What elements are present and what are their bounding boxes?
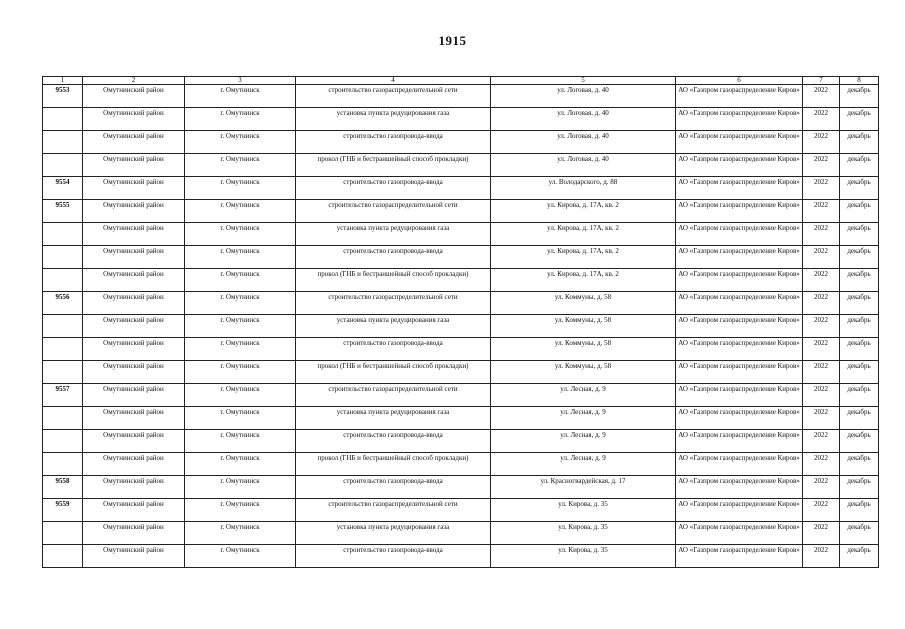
organization-cell: АО «Газпром газораспределение Киров» <box>676 269 803 292</box>
work-type-cell: строительство газопровода-ввода <box>296 177 491 200</box>
row-number-cell <box>43 361 83 384</box>
address-cell: ул. Коммуны, д. 58 <box>491 338 676 361</box>
work-type-cell: прокол (ГНБ и бестраншейный способ прокладки) <box>296 453 491 476</box>
work-type-cell: строительство газопровода-ввода <box>296 476 491 499</box>
district-cell: Омутнинский район <box>83 131 185 154</box>
year-cell: 2022 <box>803 108 840 131</box>
address-cell: ул. Лесная, д. 9 <box>491 430 676 453</box>
month-cell: декабрь <box>840 407 879 430</box>
organization-cell: АО «Газпром газораспределение Киров» <box>676 177 803 200</box>
table-row <box>43 131 879 154</box>
month-cell: декабрь <box>840 154 879 177</box>
district-cell: Омутнинский район <box>83 476 185 499</box>
city-cell: г. Омутнинск <box>185 430 296 453</box>
city-cell: г. Омутнинск <box>185 131 296 154</box>
organization-cell: АО «Газпром газораспределение Киров» <box>676 361 803 384</box>
work-type-cell: строительство газораспределительной сети <box>296 85 491 108</box>
address-cell: ул. Кирова, д. 35 <box>491 522 676 545</box>
city-cell: г. Омутнинск <box>185 177 296 200</box>
district-cell: Омутнинский район <box>83 545 185 568</box>
table-row <box>43 545 879 568</box>
month-cell: декабрь <box>840 384 879 407</box>
organization-cell: АО «Газпром газораспределение Киров» <box>676 476 803 499</box>
month-cell: декабрь <box>840 522 879 545</box>
address-cell: ул. Коммуны, д. 58 <box>491 361 676 384</box>
city-cell: г. Омутнинск <box>185 315 296 338</box>
address-cell: ул. Лесная, д. 9 <box>491 384 676 407</box>
work-type-cell: прокол (ГНБ и бестраншейный способ прокладки) <box>296 269 491 292</box>
row-number-cell <box>43 522 83 545</box>
city-cell: г. Омутнинск <box>185 499 296 522</box>
organization-cell: АО «Газпром газораспределение Киров» <box>676 522 803 545</box>
column-number-header-row <box>43 77 879 85</box>
table-row <box>43 200 879 223</box>
organization-cell: АО «Газпром газораспределение Киров» <box>676 85 803 108</box>
table-row <box>43 407 879 430</box>
month-cell: декабрь <box>840 545 879 568</box>
city-cell: г. Омутнинск <box>185 384 296 407</box>
year-cell: 2022 <box>803 453 840 476</box>
address-cell: ул. Коммуны, д. 58 <box>491 315 676 338</box>
page-number: 1915 <box>438 33 467 48</box>
table-row <box>43 315 879 338</box>
work-type-cell: строительство газопровода-ввода <box>296 545 491 568</box>
year-cell: 2022 <box>803 361 840 384</box>
year-cell: 2022 <box>803 407 840 430</box>
row-number-cell <box>43 430 83 453</box>
column-header: 3 <box>185 77 296 85</box>
month-cell: декабрь <box>840 269 879 292</box>
district-cell: Омутнинский район <box>83 499 185 522</box>
city-cell: г. Омутнинск <box>185 85 296 108</box>
column-header: 5 <box>491 77 676 85</box>
work-type-cell: строительство газораспределительной сети <box>296 292 491 315</box>
year-cell: 2022 <box>803 384 840 407</box>
row-number-cell: 9554 <box>43 177 83 200</box>
month-cell: декабрь <box>840 476 879 499</box>
table-row <box>43 522 879 545</box>
address-cell: ул. Кирова, д. 17А, кв. 2 <box>491 200 676 223</box>
district-cell: Омутнинский район <box>83 361 185 384</box>
work-type-cell: строительство газораспределительной сети <box>296 200 491 223</box>
organization-cell: АО «Газпром газораспределение Киров» <box>676 545 803 568</box>
district-cell: Омутнинский район <box>83 315 185 338</box>
district-cell: Омутнинский район <box>83 108 185 131</box>
year-cell: 2022 <box>803 85 840 108</box>
column-header: 4 <box>296 77 491 85</box>
address-cell: ул. Логовая, д. 40 <box>491 85 676 108</box>
table-row <box>43 476 879 499</box>
row-number-cell <box>43 131 83 154</box>
month-cell: декабрь <box>840 453 879 476</box>
year-cell: 2022 <box>803 292 840 315</box>
city-cell: г. Омутнинск <box>185 200 296 223</box>
address-cell: ул. Кирова, д. 35 <box>491 499 676 522</box>
district-cell: Омутнинский район <box>83 269 185 292</box>
table-row <box>43 430 879 453</box>
table-row <box>43 85 879 108</box>
organization-cell: АО «Газпром газораспределение Киров» <box>676 499 803 522</box>
month-cell: декабрь <box>840 131 879 154</box>
row-number-cell: 9555 <box>43 200 83 223</box>
work-type-cell: строительство газопровода-ввода <box>296 430 491 453</box>
organization-cell: АО «Газпром газораспределение Киров» <box>676 384 803 407</box>
row-number-cell <box>43 108 83 131</box>
row-number-cell: 9553 <box>43 85 83 108</box>
work-type-cell: строительство газораспределительной сети <box>296 499 491 522</box>
month-cell: декабрь <box>840 200 879 223</box>
organization-cell: АО «Газпром газораспределение Киров» <box>676 430 803 453</box>
month-cell: декабрь <box>840 430 879 453</box>
address-cell: ул. Логовая, д. 40 <box>491 131 676 154</box>
work-type-cell: строительство газораспределительной сети <box>296 384 491 407</box>
table-row <box>43 292 879 315</box>
table-row <box>43 453 879 476</box>
district-cell: Омутнинский район <box>83 200 185 223</box>
address-cell: ул. Коммуны, д. 58 <box>491 292 676 315</box>
row-number-cell <box>43 407 83 430</box>
month-cell: декабрь <box>840 338 879 361</box>
organization-cell: АО «Газпром газораспределение Киров» <box>676 108 803 131</box>
city-cell: г. Омутнинск <box>185 361 296 384</box>
work-type-cell: установка пункта редуцирования газа <box>296 315 491 338</box>
month-cell: декабрь <box>840 315 879 338</box>
month-cell: декабрь <box>840 246 879 269</box>
table-row <box>43 269 879 292</box>
table-row <box>43 499 879 522</box>
year-cell: 2022 <box>803 499 840 522</box>
address-cell: ул. Логовая, д. 40 <box>491 108 676 131</box>
column-header: 1 <box>43 77 83 85</box>
year-cell: 2022 <box>803 177 840 200</box>
city-cell: г. Омутнинск <box>185 108 296 131</box>
city-cell: г. Омутнинск <box>185 545 296 568</box>
year-cell: 2022 <box>803 269 840 292</box>
district-cell: Омутнинский район <box>83 177 185 200</box>
district-cell: Омутнинский район <box>83 85 185 108</box>
table-row <box>43 154 879 177</box>
organization-cell: АО «Газпром газораспределение Киров» <box>676 407 803 430</box>
month-cell: декабрь <box>840 223 879 246</box>
organization-cell: АО «Газпром газораспределение Киров» <box>676 338 803 361</box>
row-number-cell: 9558 <box>43 476 83 499</box>
district-cell: Омутнинский район <box>83 453 185 476</box>
address-cell: ул. Кирова, д. 17А, кв. 2 <box>491 269 676 292</box>
table-row <box>43 108 879 131</box>
year-cell: 2022 <box>803 338 840 361</box>
work-type-cell: прокол (ГНБ и бестраншейный способ прокладки) <box>296 154 491 177</box>
work-type-cell: строительство газопровода-ввода <box>296 246 491 269</box>
district-cell: Омутнинский район <box>83 292 185 315</box>
district-cell: Омутнинский район <box>83 154 185 177</box>
work-type-cell: установка пункта редуцирования газа <box>296 108 491 131</box>
work-type-cell: установка пункта редуцирования газа <box>296 407 491 430</box>
work-type-cell: строительство газопровода-ввода <box>296 338 491 361</box>
organization-cell: АО «Газпром газораспределение Киров» <box>676 453 803 476</box>
table-row <box>43 177 879 200</box>
work-type-cell: установка пункта редуцирования газа <box>296 522 491 545</box>
row-number-cell <box>43 545 83 568</box>
organization-cell: АО «Газпром газораспределение Киров» <box>676 246 803 269</box>
year-cell: 2022 <box>803 522 840 545</box>
row-number-cell <box>43 269 83 292</box>
year-cell: 2022 <box>803 545 840 568</box>
address-cell: ул. Логовая, д. 40 <box>491 154 676 177</box>
year-cell: 2022 <box>803 430 840 453</box>
district-cell: Омутнинский район <box>83 246 185 269</box>
organization-cell: АО «Газпром газораспределение Киров» <box>676 315 803 338</box>
row-number-cell <box>43 154 83 177</box>
gasification-table <box>42 76 879 568</box>
year-cell: 2022 <box>803 476 840 499</box>
year-cell: 2022 <box>803 154 840 177</box>
column-header: 2 <box>83 77 185 85</box>
year-cell: 2022 <box>803 223 840 246</box>
column-header: 7 <box>803 77 840 85</box>
column-header: 6 <box>676 77 803 85</box>
column-header: 8 <box>840 77 879 85</box>
table-row <box>43 338 879 361</box>
address-cell: ул. Лесная, д. 9 <box>491 407 676 430</box>
row-number-cell: 9559 <box>43 499 83 522</box>
city-cell: г. Омутнинск <box>185 522 296 545</box>
table-row <box>43 384 879 407</box>
year-cell: 2022 <box>803 200 840 223</box>
row-number-cell: 9557 <box>43 384 83 407</box>
address-cell: ул. Кирова, д. 17А, кв. 2 <box>491 223 676 246</box>
city-cell: г. Омутнинск <box>185 223 296 246</box>
address-cell: ул. Володарского, д. 88 <box>491 177 676 200</box>
district-cell: Омутнинский район <box>83 430 185 453</box>
organization-cell: АО «Газпром газораспределение Киров» <box>676 131 803 154</box>
city-cell: г. Омутнинск <box>185 269 296 292</box>
address-cell: ул. Красногвардейская, д. 17 <box>491 476 676 499</box>
organization-cell: АО «Газпром газораспределение Киров» <box>676 292 803 315</box>
address-cell: ул. Лесная, д. 9 <box>491 453 676 476</box>
month-cell: декабрь <box>840 499 879 522</box>
city-cell: г. Омутнинск <box>185 292 296 315</box>
row-number-cell <box>43 453 83 476</box>
work-type-cell: прокол (ГНБ и бестраншейный способ прокладки) <box>296 361 491 384</box>
city-cell: г. Омутнинск <box>185 246 296 269</box>
month-cell: декабрь <box>840 292 879 315</box>
table-row <box>43 223 879 246</box>
district-cell: Омутнинский район <box>83 223 185 246</box>
month-cell: декабрь <box>840 108 879 131</box>
work-type-cell: установка пункта редуцирования газа <box>296 223 491 246</box>
table-row <box>43 246 879 269</box>
district-cell: Омутнинский район <box>83 407 185 430</box>
row-number-cell: 9556 <box>43 292 83 315</box>
organization-cell: АО «Газпром газораспределение Киров» <box>676 154 803 177</box>
city-cell: г. Омутнинск <box>185 453 296 476</box>
district-cell: Омутнинский район <box>83 384 185 407</box>
table-row <box>43 361 879 384</box>
row-number-cell <box>43 223 83 246</box>
work-type-cell: строительство газопровода-ввода <box>296 131 491 154</box>
year-cell: 2022 <box>803 315 840 338</box>
row-number-cell <box>43 338 83 361</box>
month-cell: декабрь <box>840 361 879 384</box>
city-cell: г. Омутнинск <box>185 338 296 361</box>
address-cell: ул. Кирова, д. 35 <box>491 545 676 568</box>
district-cell: Омутнинский район <box>83 338 185 361</box>
city-cell: г. Омутнинск <box>185 154 296 177</box>
row-number-cell <box>43 246 83 269</box>
row-number-cell <box>43 315 83 338</box>
city-cell: г. Омутнинск <box>185 407 296 430</box>
organization-cell: АО «Газпром газораспределение Киров» <box>676 200 803 223</box>
month-cell: декабрь <box>840 177 879 200</box>
year-cell: 2022 <box>803 246 840 269</box>
district-cell: Омутнинский район <box>83 522 185 545</box>
city-cell: г. Омутнинск <box>185 476 296 499</box>
address-cell: ул. Кирова, д. 17А, кв. 2 <box>491 246 676 269</box>
year-cell: 2022 <box>803 131 840 154</box>
month-cell: декабрь <box>840 85 879 108</box>
organization-cell: АО «Газпром газораспределение Киров» <box>676 223 803 246</box>
